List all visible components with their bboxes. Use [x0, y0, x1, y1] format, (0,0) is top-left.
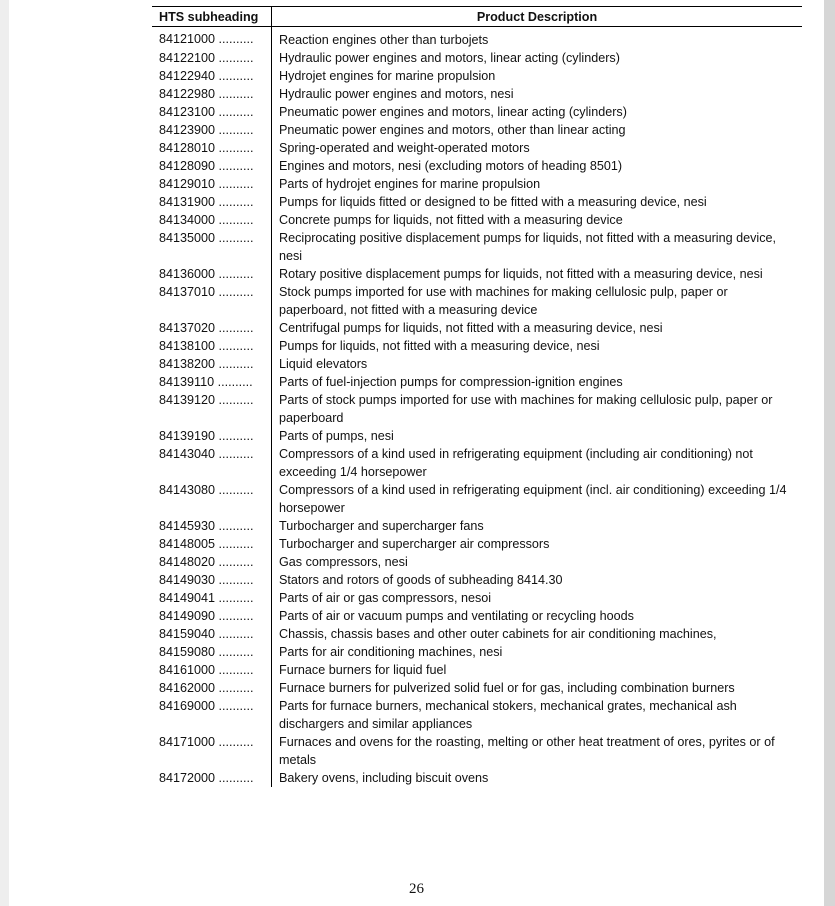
table-row	[152, 625, 802, 643]
product-description-cell: Pumps for liquids, not fitted with a measuring device, nesi	[279, 339, 600, 353]
product-description-cell: Stock pumps imported for use with machines for making cellulosic pulp, paper or paperboard, not fitted with a measuring device	[279, 285, 728, 317]
table-row	[152, 283, 802, 319]
table-row	[152, 553, 802, 571]
table-row	[152, 427, 802, 445]
hts-code-cell: 84123100 ..........	[152, 103, 272, 121]
product-description-cell: Parts for furnace burners, mechanical stokers, mechanical grates, mechanical ash dischargers and similar appliances	[279, 699, 737, 731]
hts-code-cell: 84145930 ..........	[152, 517, 272, 535]
table-row	[152, 661, 802, 679]
product-description-cell: Parts of pumps, nesi	[279, 429, 394, 443]
table-row	[152, 193, 802, 211]
table-row	[152, 265, 802, 283]
product-description-cell: Hydrojet engines for marine propulsion	[279, 69, 496, 83]
table-row	[152, 607, 802, 625]
viewer-side-margin	[824, 0, 835, 906]
hts-code-cell: 84122980 ..........	[152, 85, 272, 103]
table-row	[152, 535, 802, 553]
hts-code-cell: 84131900 ..........	[152, 193, 272, 211]
table-row	[152, 445, 802, 481]
hts-code-cell: 84159080 ..........	[152, 643, 272, 661]
product-description-cell: Pneumatic power engines and motors, linear acting (cylinders)	[279, 105, 627, 119]
product-description-cell: Parts for air conditioning machines, nesi	[279, 645, 503, 659]
table-row	[152, 355, 802, 373]
hts-code-cell: 84148020 ..........	[152, 553, 272, 571]
product-description-cell: Gas compressors, nesi	[279, 555, 408, 569]
product-description-cell: Stators and rotors of goods of subheading 8414.30	[279, 573, 563, 587]
product-description-cell: Furnaces and ovens for the roasting, melting or other heat treatment of ores, pyrites or of metals	[279, 735, 775, 767]
hts-code-cell: 84149030 ..........	[152, 571, 272, 589]
hts-code-cell: 84139110 ..........	[152, 373, 272, 391]
hts-code-cell: 84162000 ..........	[152, 679, 272, 697]
hts-code-cell: 84139120 ..........	[152, 391, 272, 427]
hts-code-cell: 84135000 ..........	[152, 229, 272, 265]
hts-code-cell: 84172000 ..........	[152, 769, 272, 787]
product-description-cell: Pumps for liquids fitted or designed to be fitted with a measuring device, nesi	[279, 195, 707, 209]
table-row	[152, 319, 802, 337]
table-row	[152, 229, 802, 265]
product-description-cell: Parts of stock pumps imported for use with machines for making cellulosic pulp, paper or paperboard	[279, 393, 773, 425]
table-row	[152, 391, 802, 427]
table-row	[152, 211, 802, 229]
product-description-cell: Furnace burners for liquid fuel	[279, 663, 447, 677]
product-description-cell: Parts of hydrojet engines for marine propulsion	[279, 177, 541, 191]
hts-code-cell: 84169000 ..........	[152, 697, 272, 733]
table-row	[152, 679, 802, 697]
hts-code-cell: 84128090 ..........	[152, 157, 272, 175]
hts-code-cell: 84138100 ..........	[152, 337, 272, 355]
product-description-cell: Concrete pumps for liquids, not fitted with a measuring device	[279, 213, 623, 227]
product-description-cell: Turbocharger and supercharger fans	[279, 519, 484, 533]
table-row	[152, 481, 802, 517]
table-row	[152, 139, 802, 157]
hts-code-cell: 84122100 ..........	[152, 49, 272, 67]
table-row	[152, 589, 802, 607]
product-description-cell: Furnace burners for pulverized solid fuel or for gas, including combination burners	[279, 681, 735, 695]
hts-code-cell: 84137010 ..........	[152, 283, 272, 319]
table-row	[152, 769, 802, 787]
hts-code-cell: 84129010 ..........	[152, 175, 272, 193]
product-description-cell: Rotary positive displacement pumps for liquids, not fitted with a measuring device, nesi	[279, 267, 763, 281]
table-row	[152, 373, 802, 391]
product-description-cell: Bakery ovens, including biscuit ovens	[279, 771, 489, 785]
hts-code-cell: 84149041 ..........	[152, 589, 272, 607]
product-description-cell: Chassis, chassis bases and other outer cabinets for air conditioning machines,	[279, 627, 717, 641]
table-row	[152, 121, 802, 139]
product-description-cell: Hydraulic power engines and motors, nesi	[279, 87, 514, 101]
table-row	[152, 103, 802, 121]
page-number: 26	[409, 881, 424, 897]
product-description-cell: Reaction engines other than turbojets	[279, 33, 489, 47]
table-row	[152, 643, 802, 661]
product-description-cell: Reciprocating positive displacement pumps for liquids, not fitted with a measuring device, nesi	[279, 231, 777, 263]
hts-code-cell: 84122940 ..........	[152, 67, 272, 85]
table-row	[152, 175, 802, 193]
table-row	[152, 571, 802, 589]
product-description-cell: Compressors of a kind used in refrigerating equipment (including air conditioning) not exceeding 1/4 horsepower	[279, 447, 753, 479]
hts-code-cell: 84138200 ..........	[152, 355, 272, 373]
column-header-product-description: Product Description	[272, 7, 803, 27]
table-row	[152, 67, 802, 85]
product-description-cell: Parts of fuel-injection pumps for compression-ignition engines	[279, 375, 623, 389]
product-description-cell: Turbocharger and supercharger air compressors	[279, 537, 550, 551]
hts-code-cell: 84148005 ..........	[152, 535, 272, 553]
hts-code-cell: 84128010 ..........	[152, 139, 272, 157]
table-row	[152, 733, 802, 769]
column-header-hts-subheading: HTS subheading	[152, 7, 272, 27]
table-row	[152, 27, 802, 50]
table-row	[152, 697, 802, 733]
table-row	[152, 517, 802, 535]
document-page	[9, 0, 824, 906]
hts-code-cell: 84134000 ..........	[152, 211, 272, 229]
product-description-cell: Spring-operated and weight-operated motors	[279, 141, 530, 155]
hts-code-cell: 84143040 ..........	[152, 445, 272, 481]
table-header-row	[152, 7, 802, 27]
table-body	[152, 27, 802, 788]
hts-table	[152, 6, 802, 787]
hts-code-cell: 84149090 ..........	[152, 607, 272, 625]
hts-code-cell: 84171000 ..........	[152, 733, 272, 769]
hts-code-cell: 84121000 ..........	[152, 27, 272, 50]
product-description-cell: Compressors of a kind used in refrigerating equipment (incl. air conditioning) exceeding 1/4 horsepower	[279, 483, 787, 515]
hts-code-cell: 84161000 ..........	[152, 661, 272, 679]
hts-code-cell: 84139190 ..........	[152, 427, 272, 445]
table-row	[152, 157, 802, 175]
product-description-cell: Liquid elevators	[279, 357, 368, 371]
hts-code-cell: 84123900 ..........	[152, 121, 272, 139]
table-row	[152, 337, 802, 355]
hts-code-cell: 84143080 ..........	[152, 481, 272, 517]
hts-code-cell: 84137020 ..........	[152, 319, 272, 337]
product-description-cell: Parts of air or gas compressors, nesoi	[279, 591, 492, 605]
product-description-cell: Centrifugal pumps for liquids, not fitted with a measuring device, nesi	[279, 321, 663, 335]
product-description-cell: Hydraulic power engines and motors, linear acting (cylinders)	[279, 51, 620, 65]
table-row	[152, 85, 802, 103]
product-description-cell: Parts of air or vacuum pumps and ventilating or recycling hoods	[279, 609, 634, 623]
product-description-cell: Pneumatic power engines and motors, other than linear acting	[279, 123, 626, 137]
table-row	[152, 49, 802, 67]
hts-code-cell: 84136000 ..........	[152, 265, 272, 283]
product-description-cell: Engines and motors, nesi (excluding motors of heading 8501)	[279, 159, 623, 173]
hts-code-cell: 84159040 ..........	[152, 625, 272, 643]
